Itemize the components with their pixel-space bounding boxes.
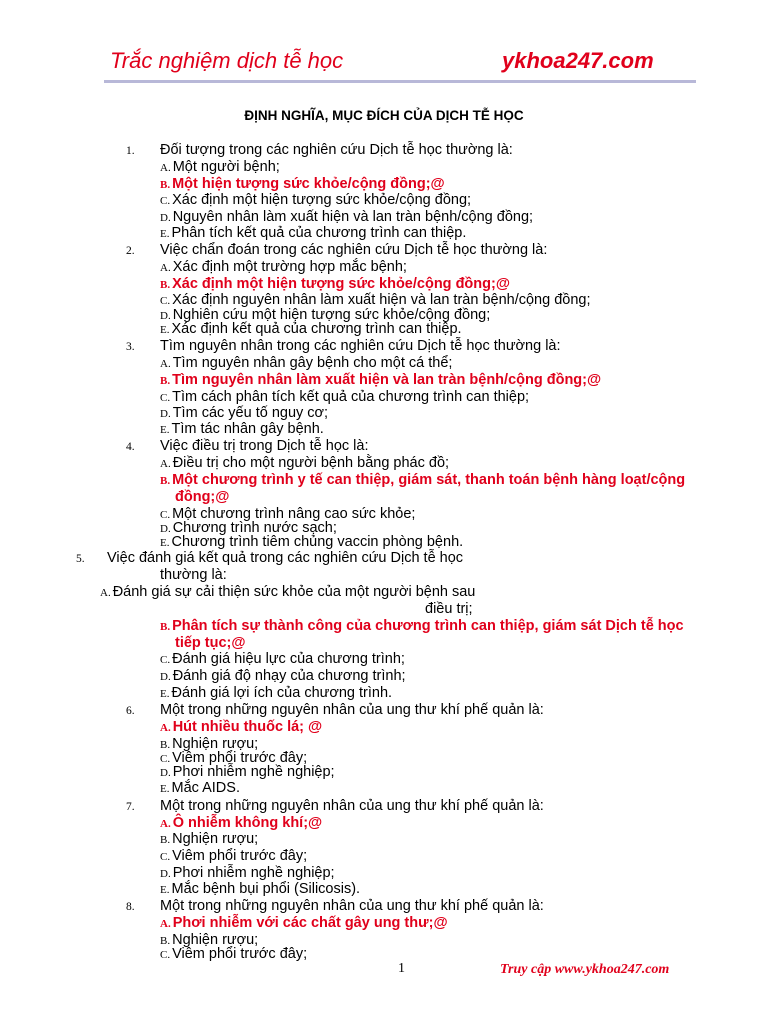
option-letter: B. (160, 179, 171, 191)
option-text: Nghiện rượu; (172, 831, 259, 847)
question-number: 1. (126, 145, 135, 157)
option-letter: D. (160, 868, 171, 880)
option-letter: D. (160, 310, 171, 322)
question-number: 5. (76, 553, 85, 565)
option-letter: C. (160, 654, 171, 666)
option-letter: D. (160, 212, 171, 224)
option (160, 259, 407, 277)
question-number: 8. (126, 901, 135, 913)
option (160, 192, 471, 210)
option (160, 946, 307, 964)
option-text: Hút nhiều thuốc lá; @ (172, 719, 323, 735)
option-text: Phơi nhiễm nghề nghiệp; (172, 865, 335, 881)
option-letter: C. (160, 195, 171, 207)
option-text: Viêm phổi trước đây; (172, 848, 308, 864)
option-letter: C. (160, 949, 171, 961)
option-letter: E. (160, 537, 170, 549)
option-letter: C. (160, 392, 171, 404)
option-text: Phân tích kết quả của chương trình can thiệp. (171, 225, 467, 241)
correct-option (160, 472, 685, 490)
option-letter: C. (160, 753, 171, 765)
option (160, 321, 462, 339)
option-letter: B. (160, 834, 171, 846)
option-text: Một người bệnh; (172, 159, 280, 175)
option-letter: A. (100, 587, 111, 599)
option-text: Mắc AIDS. (171, 780, 240, 796)
correct-option-continued: đồng;@ (175, 489, 230, 505)
option-letter: A. (160, 458, 171, 470)
option-letter: E. (160, 783, 170, 795)
option-letter: A. (160, 722, 171, 734)
option-letter: E. (160, 228, 170, 240)
option-text: Nghiên cứu một hiện tượng sức khỏe/cộng đồng; (172, 307, 491, 323)
option-letter: B. (160, 621, 171, 633)
option-text: Một chương trình nâng cao sức khỏe; (172, 506, 416, 522)
question-number: 4. (126, 441, 135, 453)
option (160, 881, 360, 899)
option-text: Tìm các yếu tố nguy cơ; (172, 405, 329, 421)
question-text: Một trong những nguyên nhân của ung thư khí phế quản là: (160, 702, 544, 718)
question-text: Một trong những nguyên nhân của ung thư khí phế quản là: (160, 898, 544, 914)
option-continued: điều trị; (425, 601, 473, 617)
correct-option-continued: tiếp tục;@ (175, 635, 246, 651)
option-text: Đánh giá độ nhạy của chương trình; (172, 668, 406, 684)
option-text: Tìm nguyên nhân gây bệnh cho một cá thể; (172, 355, 453, 371)
option (160, 225, 466, 243)
option (160, 159, 280, 177)
option-letter: C. (160, 851, 171, 863)
option-text: Đánh giá lợi ích của chương trình. (171, 685, 393, 701)
question-text: Việc chẩn đoán trong các nghiên cứu Dịch tễ học thường là: (160, 242, 548, 258)
option-text: Xác định một hiện tượng sức khỏe/cộng đồng; (172, 192, 472, 208)
option-text: Đánh giá hiệu lực của chương trình; (172, 651, 405, 667)
question-number: 6. (126, 705, 135, 717)
option-text: Đánh giá sự cải thiện sức khỏe của một người bệnh sau (112, 584, 476, 600)
option (100, 584, 475, 602)
option-letter: D. (160, 408, 171, 420)
option-text: Xác định một hiện tượng sức khỏe/cộng đồng;@ (172, 276, 510, 292)
option-text: Xác định kết quả của chương trình can thiệp. (171, 321, 462, 337)
option-letter: D. (160, 523, 171, 535)
option-text: Viêm phổi trước đây; (172, 750, 308, 766)
question-text: Một trong những nguyên nhân của ung thư khí phế quản là: (160, 798, 544, 814)
header-title: Trắc nghiệm dịch tễ học (110, 48, 344, 73)
option-letter: E. (160, 424, 170, 436)
correct-option (160, 719, 322, 737)
option-text: Chương trình tiêm chủng vaccin phòng bệnh. (171, 534, 464, 550)
option-letter: A. (160, 918, 171, 930)
correct-option (160, 618, 684, 636)
option-text: Xác định một trường hợp mắc bệnh; (172, 259, 407, 275)
option-text: Nghiện rượu; (172, 736, 259, 752)
option (160, 848, 307, 866)
option-text: Điều trị cho một người bệnh bằng phác đồ; (172, 455, 450, 471)
option (160, 455, 449, 473)
option-letter: B. (160, 935, 171, 947)
option-text: Xác định nguyên nhân làm xuất hiện và lan tràn bệnh/cộng đồng; (172, 292, 591, 308)
option (160, 780, 240, 798)
header-site: ykhoa247.com (502, 48, 654, 73)
option-text: Viêm phổi trước đây; (172, 946, 308, 962)
option (160, 421, 324, 439)
question-text: Việc điều trị trong Dịch tễ học là: (160, 438, 369, 454)
option-letter: E. (160, 884, 170, 896)
option-text: Ô nhiễm không khí;@ (172, 815, 323, 831)
footer-link[interactable]: Truy cập www.ykhoa247.com (500, 962, 670, 977)
option-letter: A. (160, 358, 171, 370)
page-number: 1 (398, 961, 405, 976)
page-title: ĐỊNH NGHĨA, MỤC ĐÍCH CỦA DỊCH TỄ HỌC (244, 108, 524, 123)
question-text: Đối tượng trong các nghiên cứu Dịch tễ học thường là: (160, 142, 513, 158)
option-letter: E. (160, 688, 170, 700)
option-text: Tìm nguyên nhân làm xuất hiện và lan tràn bệnh/cộng đồng;@ (172, 372, 602, 388)
option-text: Mắc bệnh bụi phổi (Silicosis). (171, 881, 361, 897)
question-number: 3. (126, 341, 135, 353)
option-letter: A. (160, 162, 171, 174)
option-text: Phơi nhiễm với các chất gây ung thư;@ (172, 915, 448, 931)
option-letter: B. (160, 739, 171, 751)
option-letter: C. (160, 509, 171, 521)
correct-option (160, 372, 601, 390)
option-text: Tìm cách phân tích kết quả của chương trình can thiệp; (172, 389, 530, 405)
option (160, 685, 392, 703)
correct-option (160, 915, 448, 933)
question-number: 7. (126, 801, 135, 813)
option-letter: A. (160, 818, 171, 830)
option (160, 651, 405, 669)
option-letter: E. (160, 324, 170, 336)
option-letter: A. (160, 262, 171, 274)
header-divider (104, 80, 696, 83)
option-text: Tìm tác nhân gây bệnh. (171, 421, 324, 437)
option-text: Một hiện tượng sức khỏe/cộng đồng;@ (172, 176, 445, 192)
option-letter: B. (160, 475, 171, 487)
option-text: Nguyên nhân làm xuất hiện và lan tràn bệnh/cộng đồng; (172, 209, 534, 225)
option (160, 355, 452, 373)
question-number: 2. (126, 245, 135, 257)
option-text: Nghiện rượu; (172, 932, 259, 948)
question-text: Việc đánh giá kết quả trong các nghiên cứu Dịch tễ học (107, 550, 464, 566)
option (160, 831, 258, 849)
option-letter: D. (160, 767, 171, 779)
option-letter: B. (160, 375, 171, 387)
option-text: Phơi nhiễm nghề nghiệp; (172, 764, 335, 780)
option-letter: C. (160, 295, 171, 307)
question-text-continued: thường là: (160, 567, 227, 583)
question-text: Tìm nguyên nhân trong các nghiên cứu Dịch tễ học thường là: (160, 338, 561, 354)
option-letter: B. (160, 279, 171, 291)
option-text: Một chương trình y tế can thiệp, giám sát, thanh toán bệnh hàng loạt/cộng (172, 472, 686, 488)
option-text: Chương trình nước sạch; (172, 520, 337, 536)
option-text: Phân tích sự thành công của chương trình can thiệp, giám sát Dịch tễ học (172, 618, 684, 634)
option (160, 668, 406, 686)
option-letter: D. (160, 671, 171, 683)
